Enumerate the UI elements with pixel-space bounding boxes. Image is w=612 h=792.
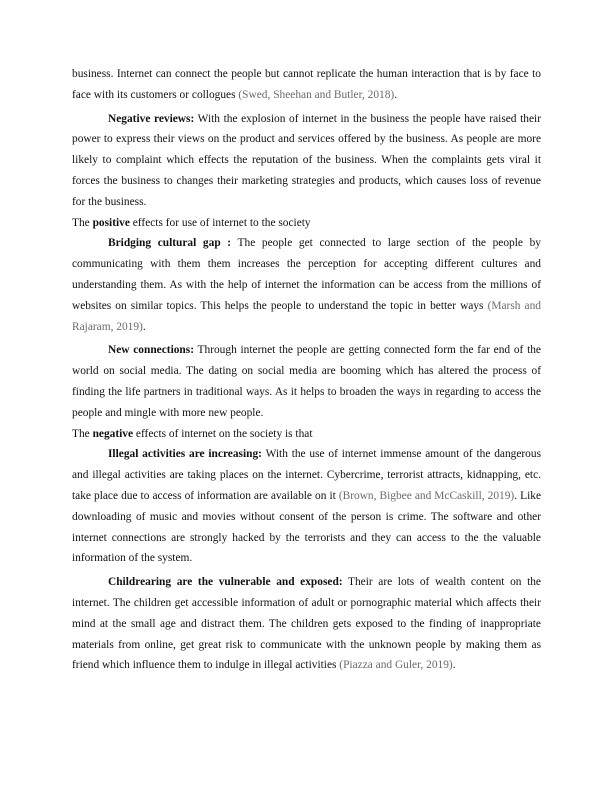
paragraph-bridging-cultural-gap: [72, 233, 541, 337]
paragraph-text: With the use of internet immense amount of the dangerous and illegal activities are taking places on the internet. Cybercrime, terrorist attracts, kidnapping, etc. take place due to access of information are available on it: [72, 448, 542, 502]
intro-text: The: [72, 216, 93, 229]
paragraph-heading: Bridging cultural gap :: [108, 237, 232, 250]
intro-keyword: positive: [92, 216, 130, 229]
section-intro-positive: [72, 213, 541, 234]
paragraph-heading: Childrearing are the vulnerable and exposed:: [108, 576, 343, 589]
paragraph-heading: Illegal activities are increasing:: [108, 448, 262, 461]
paragraph-negative-reviews: [72, 109, 541, 213]
paragraph-illegal-activities: [72, 444, 541, 569]
paragraph-heading: New connections:: [108, 344, 194, 357]
section-intro-negative: [72, 424, 541, 445]
paragraph-text: Their are lots of wealth content on the internet. The children get accessible information of adult or pornographic material which affects their mind at the small age and distract them. The children gets exposed to the finding of inappropriate materials from online, get great risk to communicate with the unknown people by making them as friend which influence them to indulge in illegal activities: [72, 576, 541, 672]
paragraph-text: The people get connected to large section of the people by communicating with them them increases the perception for accepting different cultures and understanding them. As with the help of internet the information can be access from the millions of websites on similar topics. This helps the people to understand the topic in better ways: [72, 237, 541, 312]
paragraph-new-connections: [72, 340, 541, 423]
citation: (Marsh and Rajaram, 2019): [72, 299, 541, 333]
paragraph-childrearing: [72, 572, 541, 676]
paragraph-tail: . Like downloading of music and movies without consent of the person is crime. The software and other internet connections are strongly hacked by the terrorists and they can access to the the valuable information of the system.: [72, 489, 541, 565]
paragraph-intro-continuation: [72, 64, 541, 106]
paragraph-text: Through internet the people are getting connected form the far end of the world on social media. The dating on social media are booming which has altered the process of finding the life partners in traditional ways. As it helps to broaden the ways in regarding to access the people and mingle with more new people.: [72, 344, 541, 419]
paragraph-text: With the explosion of internet in the business the people have raised their power to express their views on the product and services offered by the business. As people are more likely to complaint which effects the reputation of the business. When the complaints gets viral it forces the business to changes their marketing strategies and products, which causes loss of revenue for the business.: [72, 112, 541, 208]
paragraph-heading: Negative reviews:: [108, 112, 195, 125]
citation: (Brown, Bigbee and McCaskill, 2019): [338, 489, 515, 502]
intro-text: effects for use of internet to the society: [129, 216, 311, 229]
citation: (Swed, Sheehan and Butler, 2018): [238, 88, 395, 101]
paragraph-tail: .: [394, 88, 398, 101]
paragraph-tail: .: [452, 659, 456, 672]
paragraph-text: business. Internet can connect the people but cannot replicate the human interaction that is by face to face with its customers or collogues: [72, 68, 541, 101]
paragraph-tail: .: [142, 320, 146, 333]
citation: (Piazza and Guler, 2019): [339, 659, 453, 672]
intro-keyword: negative: [92, 427, 134, 440]
intro-text: effects of internet on the society is that: [133, 427, 313, 440]
intro-text: The: [72, 427, 93, 440]
document-page: [72, 64, 541, 676]
